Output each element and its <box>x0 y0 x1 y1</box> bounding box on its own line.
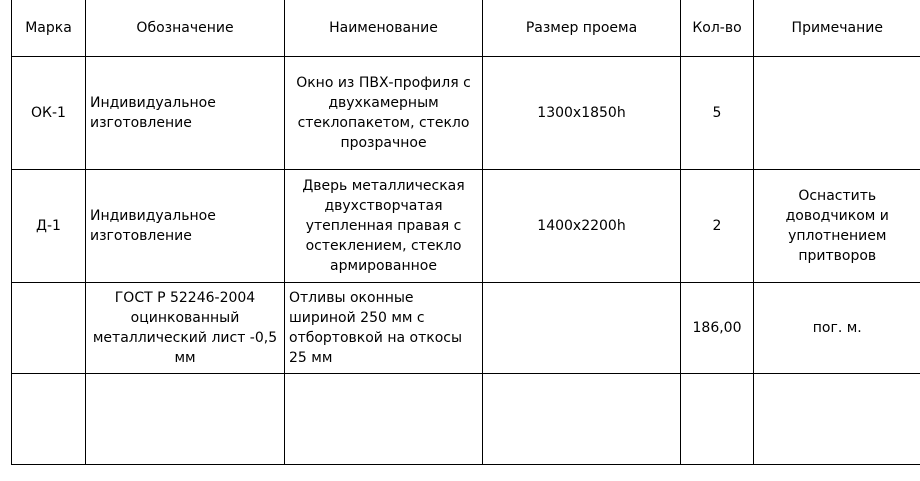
cell-mark: ОК-1 <box>12 57 86 170</box>
header-designation: Обозначение <box>86 0 285 57</box>
cell-designation: ГОСТ Р 52246-2004 оцинкованный металлический лист -0,5 мм <box>86 283 285 374</box>
cell-opening-size <box>483 283 681 374</box>
cell-quantity <box>681 374 754 465</box>
cell-mark <box>12 374 86 465</box>
cell-name: Окно из ПВХ-профиля с двухкамерным стеклопакетом, стекло прозрачное <box>285 57 483 170</box>
table-row <box>12 283 920 374</box>
table-row <box>12 170 920 283</box>
cell-opening-size <box>483 374 681 465</box>
header-name: Наименование <box>285 0 483 57</box>
cell-mark <box>12 283 86 374</box>
cell-opening-size: 1300х1850h <box>483 57 681 170</box>
cell-mark: Д-1 <box>12 170 86 283</box>
cell-note <box>754 57 920 170</box>
table-header-row <box>12 0 920 57</box>
cell-quantity: 186,00 <box>681 283 754 374</box>
cell-note <box>754 374 920 465</box>
cell-quantity: 5 <box>681 57 754 170</box>
cell-name: Отливы оконные шириной 250 мм с отбортовкой на откосы 25 мм <box>285 283 483 374</box>
cell-designation: Индивидуальное изготовление <box>86 170 285 283</box>
cell-name: Дверь металлическая двухстворчатая утепленная правая с остеклением, стекло армированное <box>285 170 483 283</box>
header-opening-size: Размер проема <box>483 0 681 57</box>
cell-designation: Индивидуальное изготовление <box>86 57 285 170</box>
cell-note: Оснастить доводчиком и уплотнением притворов <box>754 170 920 283</box>
specification-table <box>11 0 920 465</box>
cell-designation <box>86 374 285 465</box>
header-quantity: Кол-во <box>681 0 754 57</box>
cell-note: пог. м. <box>754 283 920 374</box>
cell-name <box>285 374 483 465</box>
header-note: Примечание <box>754 0 920 57</box>
cell-opening-size: 1400х2200h <box>483 170 681 283</box>
header-mark: Марка <box>12 0 86 57</box>
table-row <box>12 374 920 465</box>
cell-quantity: 2 <box>681 170 754 283</box>
table-bottom-border <box>11 464 920 465</box>
table-row <box>12 57 920 170</box>
